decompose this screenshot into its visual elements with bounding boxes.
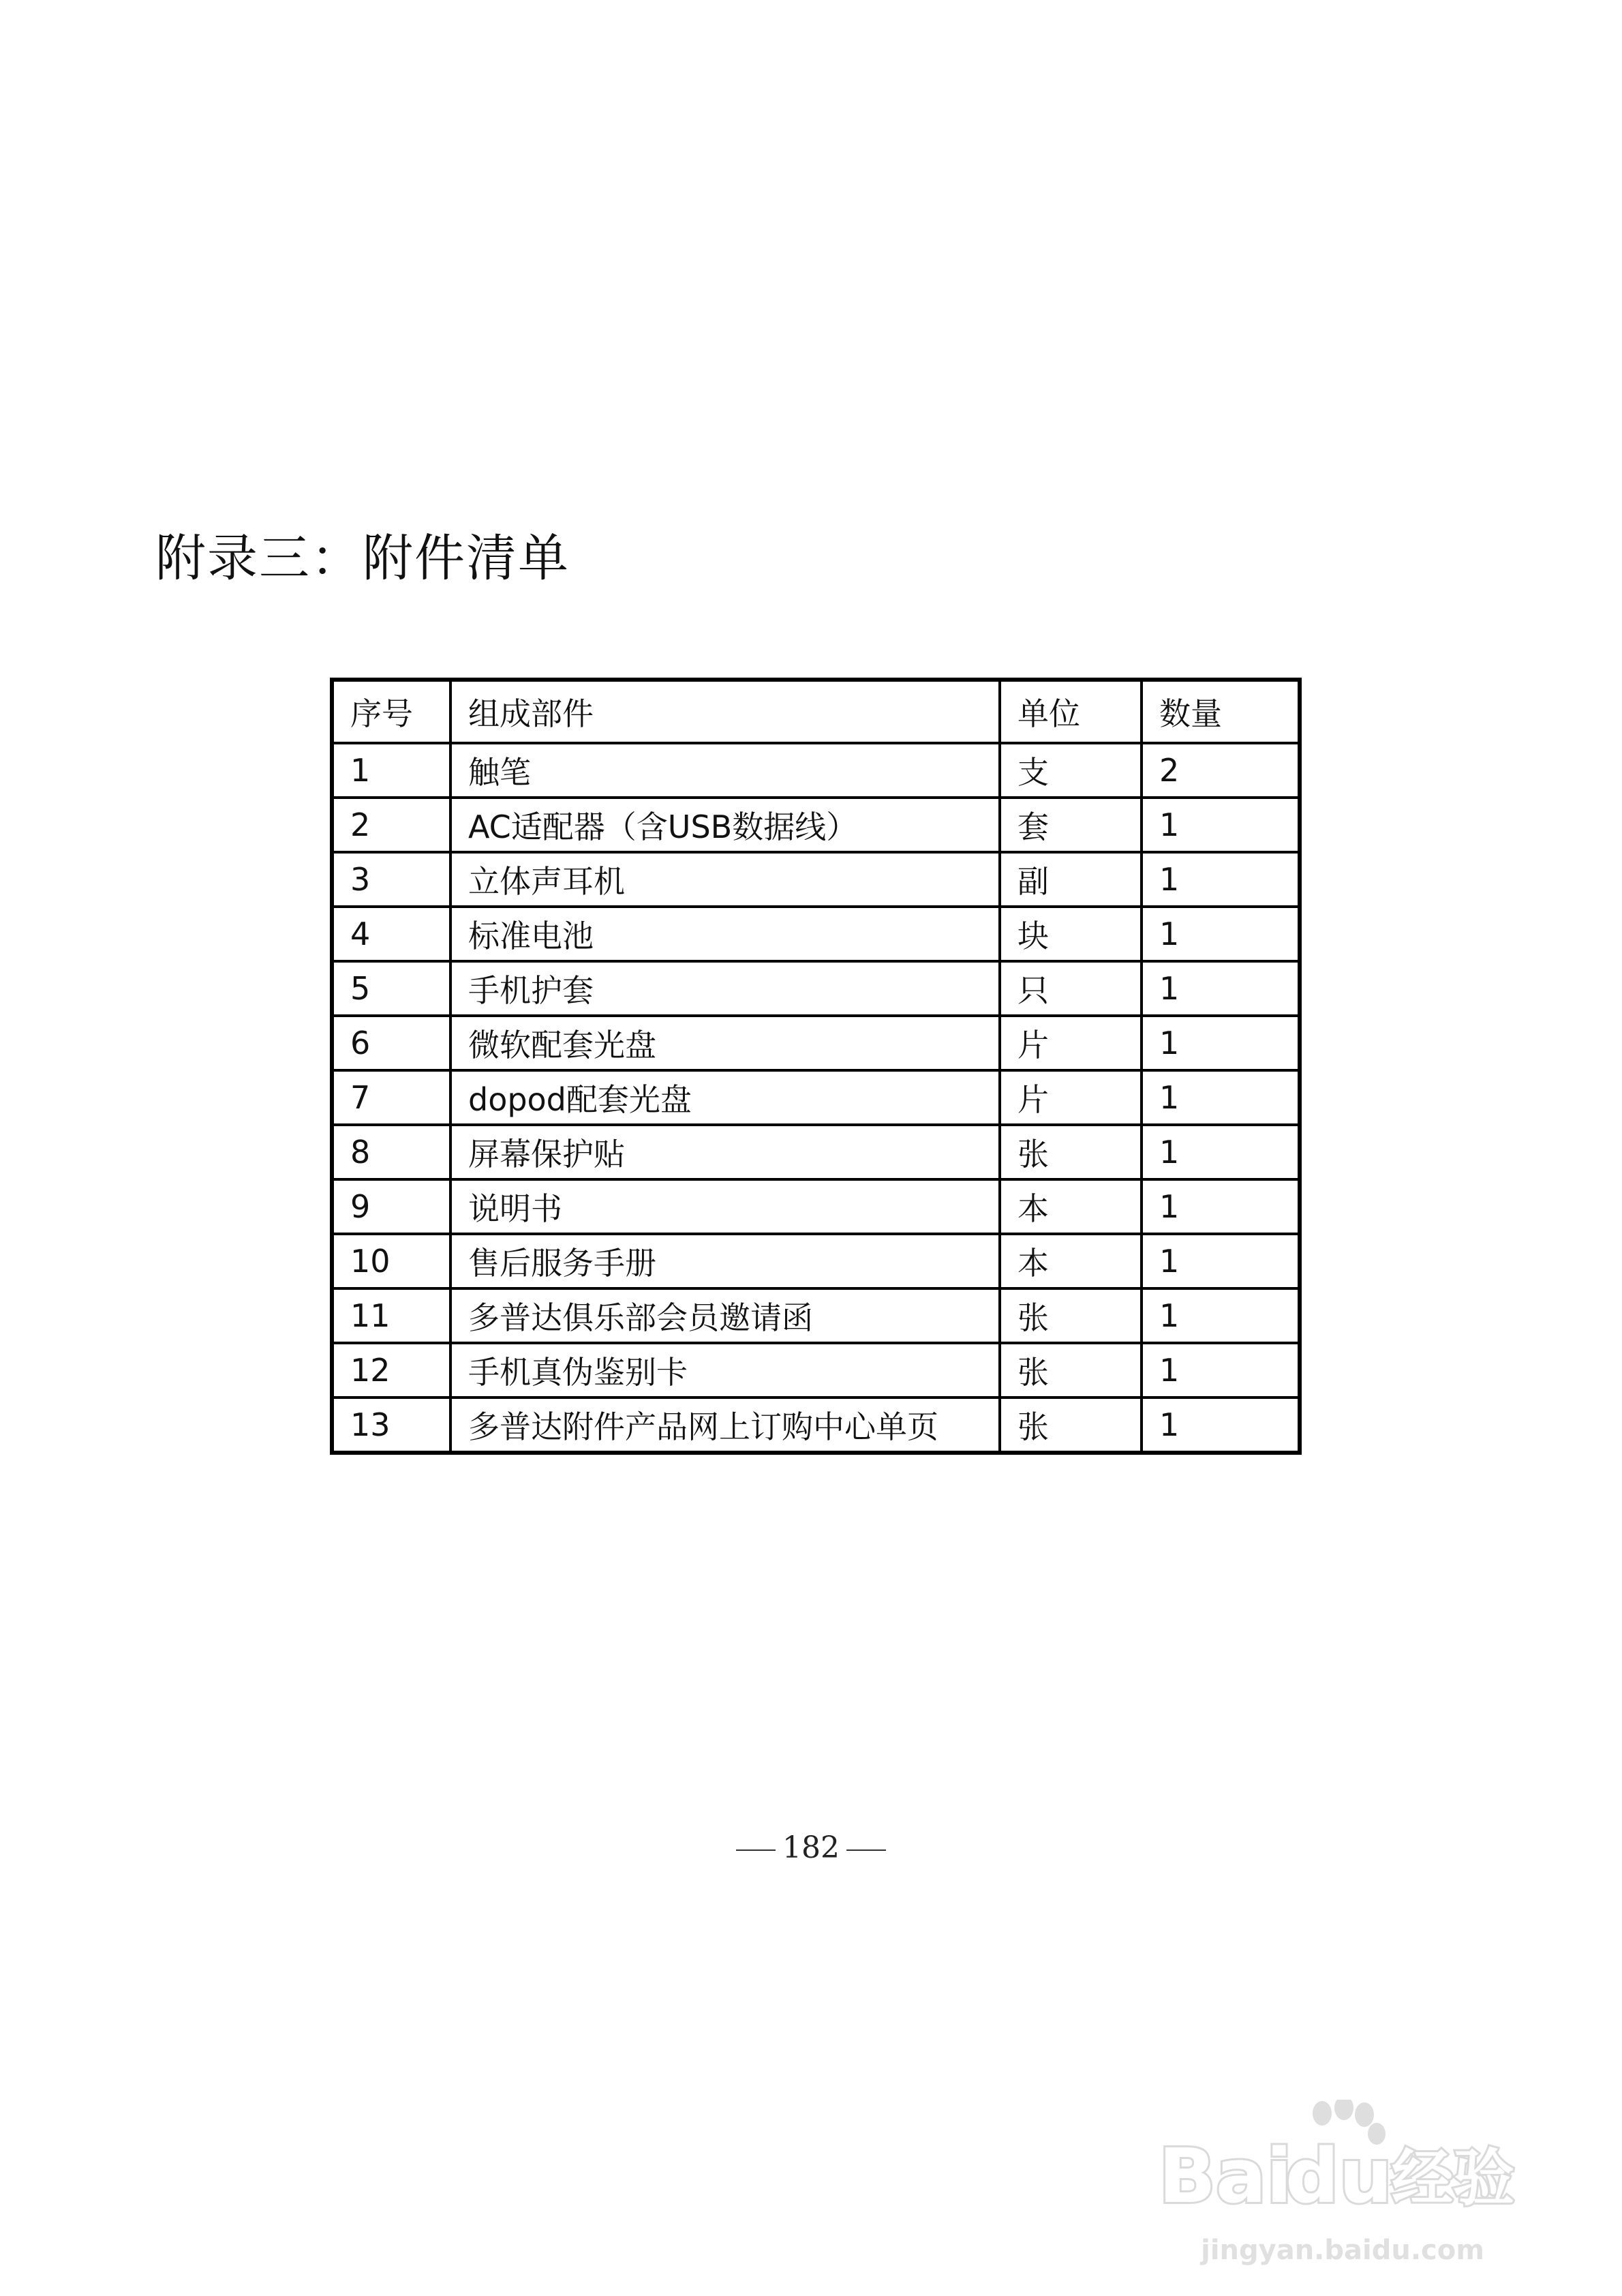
cell-serial-number: 7: [332, 1070, 450, 1125]
cell-component: 多普达附件产品网上订购中心单页: [450, 1398, 1000, 1453]
cell-serial-number: 6: [332, 1016, 450, 1070]
cell-serial-number: 2: [332, 798, 450, 852]
cell-quantity: 1: [1142, 907, 1300, 961]
cell-serial-number: 4: [332, 907, 450, 961]
cell-unit: 本: [1000, 1234, 1142, 1288]
cell-component: dopod配套光盘: [450, 1070, 1000, 1125]
cell-component: 立体声耳机: [450, 852, 1000, 907]
cell-unit: 支: [1000, 743, 1142, 798]
cell-component: 多普达俱乐部会员邀请函: [450, 1288, 1000, 1343]
table-row: [332, 1343, 1300, 1398]
table-row: [332, 1398, 1300, 1453]
cell-serial-number: 12: [332, 1343, 450, 1398]
cell-unit: 片: [1000, 1016, 1142, 1070]
table-header-row: [332, 680, 1300, 743]
cell-quantity: 1: [1142, 1070, 1300, 1125]
table-row: [332, 907, 1300, 961]
baidu-jingyan-logo: [1152, 2100, 1533, 2236]
header-component: 组成部件: [450, 680, 1000, 743]
cell-quantity: 1: [1142, 1343, 1300, 1398]
cell-quantity: 1: [1142, 1016, 1300, 1070]
cell-serial-number: 3: [332, 852, 450, 907]
cell-serial-number: 1: [332, 743, 450, 798]
page-number: [0, 1830, 1622, 1865]
cell-serial-number: 9: [332, 1179, 450, 1234]
cell-unit: 片: [1000, 1070, 1142, 1125]
cell-unit: 只: [1000, 961, 1142, 1016]
page-number-left-dash: [736, 1849, 776, 1851]
cell-unit: 块: [1000, 907, 1142, 961]
cell-serial-number: 13: [332, 1398, 450, 1453]
cell-component: 手机护套: [450, 961, 1000, 1016]
cell-unit: 张: [1000, 1398, 1142, 1453]
table-row: [332, 852, 1300, 907]
cell-component: 说明书: [450, 1179, 1000, 1234]
table-row: [332, 1016, 1300, 1070]
table-row: [332, 1179, 1300, 1234]
cell-unit: 张: [1000, 1288, 1142, 1343]
header-serial-number: 序号: [332, 680, 450, 743]
cell-quantity: 1: [1142, 961, 1300, 1016]
table-row: [332, 798, 1300, 852]
cell-quantity: 2: [1142, 743, 1300, 798]
header-quantity: 数量: [1142, 680, 1300, 743]
cell-component: AC适配器（含USB数据线）: [450, 798, 1000, 852]
svg-text:经验: 经验: [1392, 2143, 1514, 2214]
cell-unit: 套: [1000, 798, 1142, 852]
cell-quantity: 1: [1142, 1398, 1300, 1453]
cell-unit: 张: [1000, 1343, 1142, 1398]
cell-component: 标准电池: [450, 907, 1000, 961]
cell-unit: 本: [1000, 1179, 1142, 1234]
table-row: [332, 1125, 1300, 1179]
cell-quantity: 1: [1142, 852, 1300, 907]
table-row: [332, 1234, 1300, 1288]
watermark-url: jingyan.baidu.com: [1201, 2235, 1484, 2266]
table-row: [332, 1070, 1300, 1125]
header-unit: 单位: [1000, 680, 1142, 743]
table-row: [332, 743, 1300, 798]
table-row: [332, 1288, 1300, 1343]
page-title: 附录三：附件清单: [155, 529, 570, 588]
table-row: [332, 961, 1300, 1016]
cell-quantity: 1: [1142, 798, 1300, 852]
page-number-value: 182: [782, 1830, 840, 1865]
accessory-list-table: [330, 678, 1302, 1455]
cell-serial-number: 10: [332, 1234, 450, 1288]
cell-serial-number: 11: [332, 1288, 450, 1343]
cell-component: 手机真伪鉴别卡: [450, 1343, 1000, 1398]
svg-text:du: du: [1285, 2132, 1393, 2220]
cell-quantity: 1: [1142, 1125, 1300, 1179]
cell-component: 售后服务手册: [450, 1234, 1000, 1288]
cell-serial-number: 8: [332, 1125, 450, 1179]
cell-serial-number: 5: [332, 961, 450, 1016]
cell-unit: 副: [1000, 852, 1142, 907]
cell-component: 微软配套光盘: [450, 1016, 1000, 1070]
cell-component: 触笔: [450, 743, 1000, 798]
page-number-right-dash: [846, 1849, 886, 1851]
cell-component: 屏幕保护贴: [450, 1125, 1000, 1179]
cell-quantity: 1: [1142, 1234, 1300, 1288]
svg-text:Bai: Bai: [1159, 2132, 1292, 2220]
baidu-jingyan-watermark: [1152, 2072, 1533, 2277]
cell-quantity: 1: [1142, 1288, 1300, 1343]
cell-quantity: 1: [1142, 1179, 1300, 1234]
cell-unit: 张: [1000, 1125, 1142, 1179]
